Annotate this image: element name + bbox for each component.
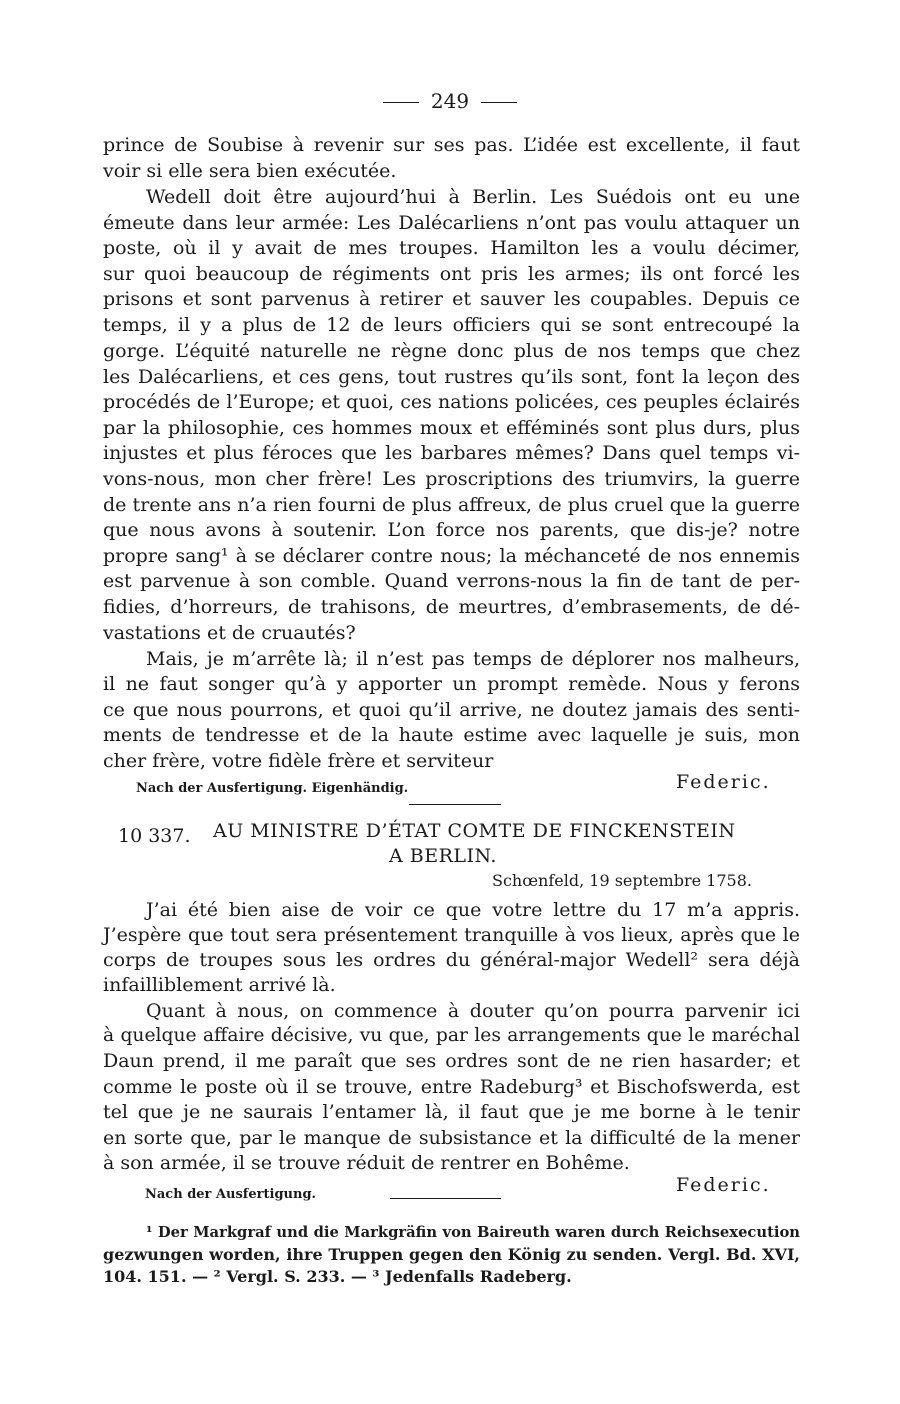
text-line: en sorte que, par le manque de subsistance et la difficulté de la mener bbox=[103, 1127, 800, 1149]
text-line: comme le poste où il se trouve, entre Radeburg³ et Bischofswerda, est bbox=[103, 1076, 800, 1098]
letter-heading-place: A BERLIN. bbox=[389, 845, 497, 867]
text-line: J’espère que tout sera présentement tranquille à vos lieux, après que le bbox=[103, 924, 800, 946]
text-line: prisons et sont parvenus à retirer et sauver les coupables. Depuis ce bbox=[103, 288, 800, 310]
text-line: émeute dans leur armée: Les Dalécarliens n’ont pas voulu attaquer un bbox=[103, 212, 800, 234]
text-line: cher frère, votre fidèle frère et serviteur bbox=[103, 750, 494, 772]
text-line: prince de Soubise à revenir sur ses pas. L’idée est excellente, il faut bbox=[103, 134, 800, 156]
text-line: Daun prend, il me paraît que ses ordres sont de ne rien hasarder; et bbox=[103, 1050, 800, 1072]
text-line: injustes et plus féroces que les barbares mêmes? Dans quel temps vi- bbox=[103, 442, 800, 464]
text-line: tel que je ne saurais l’entamer là, il faut que je me borne à le tenir bbox=[103, 1101, 800, 1123]
text-line: procédés de l’Europe; et quoi, ces nations policées, ces peuples éclairés bbox=[103, 391, 800, 413]
text-line: il ne faut songer qu’à y apporter un prompt remède. Nous y ferons bbox=[103, 673, 800, 695]
source-note: Nach der Ausfertigung. bbox=[145, 1187, 317, 1202]
page-number-dash bbox=[481, 102, 517, 103]
text-line: les Dalécarliens, et ces gens, tout rustres qu’ils sont, font la leçon des bbox=[103, 366, 800, 388]
text-line: voir si elle sera bien exécutée. bbox=[103, 160, 397, 182]
page-number: 249 bbox=[430, 89, 470, 113]
source-note: Nach der Ausfertigung. Eigenhändig. bbox=[136, 781, 409, 796]
section-divider bbox=[409, 804, 501, 805]
text-line: gorge. L’équité naturelle ne règne donc plus de nos temps que chez bbox=[103, 340, 800, 362]
text-line: corps de troupes sous les ordres du général-major Wedell² sera déjà bbox=[103, 949, 800, 971]
signature: Federic. bbox=[676, 1174, 771, 1196]
footnote-line: gezwungen worden, ihre Truppen gegen den König zu senden. Vergl. Bd. XVI, bbox=[103, 1245, 800, 1264]
page-number-line bbox=[0, 88, 900, 114]
text-line: de trente ans n’a rien fourni de plus affreux, de plus cruel que la guerre bbox=[103, 494, 800, 516]
text-line: par la philosophie, ces hommes moux et efféminés sont plus durs, plus bbox=[103, 417, 800, 439]
text-line: poste, où il y avait de mes troupes. Hamilton les a voulu décimer, bbox=[103, 237, 800, 259]
text-line: à quelque affaire décisive, vu que, par les arrangements que le maréchal bbox=[103, 1025, 800, 1046]
text-line: fidies, d’horreurs, de trahisons, de meurtres, d’embrasements, de dé- bbox=[103, 596, 800, 618]
text-line: ce que nous pourrons, et quoi qu’il arrive, ne doutez jamais des senti- bbox=[103, 699, 800, 721]
text-line: J’ai été bien aise de voir ce que votre lettre du 17 m’a appris. bbox=[146, 899, 800, 921]
text-line: propre sang¹ à se déclarer contre nous; la méchanceté de nos ennemis bbox=[103, 545, 800, 567]
text-line: Quant à nous, on commence à douter qu’on pourra parvenir ici bbox=[146, 1000, 800, 1022]
dateline: Schœnfeld, 19 septembre 1758. bbox=[492, 871, 752, 890]
footnote-line: ¹ Der Markgraf und die Markgräfin von Baireuth waren durch Reichsexecution bbox=[146, 1224, 800, 1241]
document-number: 10 337. bbox=[118, 825, 191, 847]
text-line: Mais, je m’arrête là; il n’est pas temps de déplorer nos malheurs, bbox=[146, 648, 800, 670]
text-line: ments de tendresse et de la haute estime avec laquelle je suis, mon bbox=[103, 724, 800, 746]
text-line: Wedell doit être aujourd’hui à Berlin. Les Suédois ont eu une bbox=[146, 186, 800, 208]
letter-heading: AU MINISTRE D’ÉTAT COMTE DE FINCKENSTEIN bbox=[213, 820, 736, 842]
text-line: vastations et de cruautés? bbox=[103, 622, 356, 644]
text-line: sur quoi beaucoup de régiments ont pris les armes; ils ont forcé les bbox=[103, 263, 800, 285]
signature: Federic. bbox=[676, 771, 771, 793]
text-line: temps, il y a plus de 12 de leurs officiers qui se sont entrecoupé la bbox=[103, 314, 800, 336]
text-line: infailliblement arrivé là. bbox=[103, 974, 336, 996]
footnote-line: 104. 151. — ² Vergl. S. 233. — ³ Jedenfalls Radeberg. bbox=[103, 1267, 572, 1286]
text-line: à son armée, il se trouve réduit de rentrer en Bohême. bbox=[103, 1152, 630, 1174]
section-divider bbox=[390, 1198, 501, 1199]
text-line: vons-nous, mon cher frère! Les proscriptions des triumvirs, la guerre bbox=[103, 468, 800, 490]
page-number-dash bbox=[383, 102, 419, 103]
text-line: est parvenue à son comble. Quand verrons-nous la fin de tant de per- bbox=[103, 570, 800, 592]
text-line: que nous avons à soutenir. L’on force nos parents, que dis-je? notre bbox=[103, 519, 800, 541]
